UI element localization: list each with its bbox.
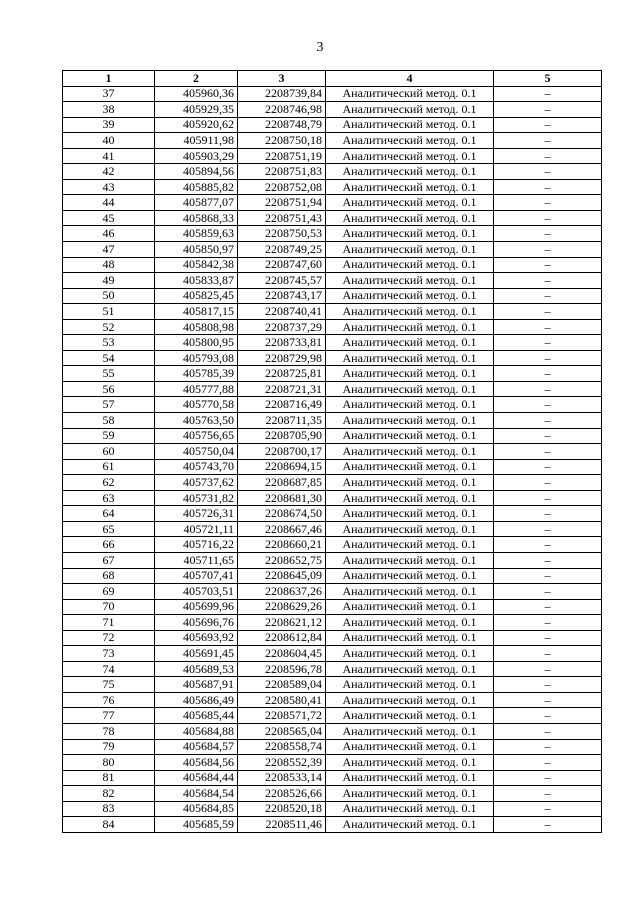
x-coordinate-cell: 405859,63: [155, 226, 238, 242]
x-coordinate-cell: 405750,04: [155, 444, 238, 460]
x-coordinate-cell: 405684,54: [155, 786, 238, 802]
table-row: [63, 755, 602, 771]
point-number-cell: 51: [63, 304, 155, 320]
y-coordinate-cell: 2208565,04: [238, 723, 326, 739]
x-coordinate-cell: 405808,98: [155, 319, 238, 335]
point-number-cell: 73: [63, 646, 155, 662]
y-coordinate-cell: 2208667,46: [238, 521, 326, 537]
method-cell: Аналитический метод. 0.1: [326, 86, 494, 102]
method-cell: Аналитический метод. 0.1: [326, 475, 494, 491]
coordinates-table: [62, 70, 602, 833]
point-number-cell: 79: [63, 739, 155, 755]
table-row: [63, 444, 602, 460]
y-coordinate-cell: 2208751,43: [238, 210, 326, 226]
note-cell: –: [494, 708, 602, 724]
method-cell: Аналитический метод. 0.1: [326, 584, 494, 600]
table-row: [63, 739, 602, 755]
table-row: [63, 397, 602, 413]
method-cell: Аналитический метод. 0.1: [326, 288, 494, 304]
note-cell: –: [494, 459, 602, 475]
column-header-5: 5: [494, 71, 602, 87]
y-coordinate-cell: 2208511,46: [238, 817, 326, 833]
y-coordinate-cell: 2208747,60: [238, 257, 326, 273]
y-coordinate-cell: 2208751,19: [238, 148, 326, 164]
table-row: [63, 179, 602, 195]
y-coordinate-cell: 2208558,74: [238, 739, 326, 755]
method-cell: Аналитический метод. 0.1: [326, 257, 494, 273]
table-row: [63, 661, 602, 677]
note-cell: –: [494, 273, 602, 289]
y-coordinate-cell: 2208700,17: [238, 444, 326, 460]
table-row: [63, 210, 602, 226]
note-cell: –: [494, 770, 602, 786]
y-coordinate-cell: 2208645,09: [238, 568, 326, 584]
column-header-1: 1: [63, 71, 155, 87]
y-coordinate-cell: 2208750,18: [238, 133, 326, 149]
method-cell: Аналитический метод. 0.1: [326, 506, 494, 522]
x-coordinate-cell: 405877,07: [155, 195, 238, 211]
point-number-cell: 59: [63, 428, 155, 444]
note-cell: –: [494, 164, 602, 180]
x-coordinate-cell: 405763,50: [155, 413, 238, 429]
y-coordinate-cell: 2208533,14: [238, 770, 326, 786]
point-number-cell: 55: [63, 366, 155, 382]
note-cell: –: [494, 801, 602, 817]
y-coordinate-cell: 2208740,41: [238, 304, 326, 320]
method-cell: Аналитический метод. 0.1: [326, 552, 494, 568]
table-row: [63, 521, 602, 537]
x-coordinate-cell: 405903,29: [155, 148, 238, 164]
y-coordinate-cell: 2208705,90: [238, 428, 326, 444]
note-cell: –: [494, 242, 602, 258]
table-row: [63, 366, 602, 382]
method-cell: Аналитический метод. 0.1: [326, 366, 494, 382]
point-number-cell: 40: [63, 133, 155, 149]
note-cell: –: [494, 381, 602, 397]
method-cell: Аналитический метод. 0.1: [326, 490, 494, 506]
table-row: [63, 257, 602, 273]
x-coordinate-cell: 405696,76: [155, 615, 238, 631]
method-cell: Аналитический метод. 0.1: [326, 397, 494, 413]
method-cell: Аналитический метод. 0.1: [326, 708, 494, 724]
x-coordinate-cell: 405911,98: [155, 133, 238, 149]
table-row: [63, 490, 602, 506]
x-coordinate-cell: 405737,62: [155, 475, 238, 491]
x-coordinate-cell: 405721,11: [155, 521, 238, 537]
x-coordinate-cell: 405711,65: [155, 552, 238, 568]
note-cell: –: [494, 475, 602, 491]
note-cell: –: [494, 521, 602, 537]
note-cell: –: [494, 615, 602, 631]
x-coordinate-cell: 405885,82: [155, 179, 238, 195]
point-number-cell: 69: [63, 584, 155, 600]
method-cell: Аналитический метод. 0.1: [326, 521, 494, 537]
point-number-cell: 48: [63, 257, 155, 273]
table-row: [63, 786, 602, 802]
x-coordinate-cell: 405842,38: [155, 257, 238, 273]
y-coordinate-cell: 2208746,98: [238, 102, 326, 118]
note-cell: –: [494, 599, 602, 615]
y-coordinate-cell: 2208674,50: [238, 506, 326, 522]
note-cell: –: [494, 537, 602, 553]
x-coordinate-cell: 405756,65: [155, 428, 238, 444]
table-row: [63, 537, 602, 553]
note-cell: –: [494, 117, 602, 133]
table-row: [63, 599, 602, 615]
point-number-cell: 43: [63, 179, 155, 195]
x-coordinate-cell: 405685,44: [155, 708, 238, 724]
table-row: [63, 226, 602, 242]
y-coordinate-cell: 2208751,94: [238, 195, 326, 211]
table-row: [63, 242, 602, 258]
method-cell: Аналитический метод. 0.1: [326, 335, 494, 351]
x-coordinate-cell: 405685,59: [155, 817, 238, 833]
x-coordinate-cell: 405800,95: [155, 335, 238, 351]
table-row: [63, 568, 602, 584]
method-cell: Аналитический метод. 0.1: [326, 817, 494, 833]
method-cell: Аналитический метод. 0.1: [326, 599, 494, 615]
x-coordinate-cell: 405684,88: [155, 723, 238, 739]
point-number-cell: 37: [63, 86, 155, 102]
point-number-cell: 81: [63, 770, 155, 786]
method-cell: Аналитический метод. 0.1: [326, 102, 494, 118]
point-number-cell: 53: [63, 335, 155, 351]
x-coordinate-cell: 405770,58: [155, 397, 238, 413]
note-cell: –: [494, 350, 602, 366]
note-cell: –: [494, 148, 602, 164]
method-cell: Аналитический метод. 0.1: [326, 692, 494, 708]
y-coordinate-cell: 2208652,75: [238, 552, 326, 568]
table-row: [63, 413, 602, 429]
y-coordinate-cell: 2208694,15: [238, 459, 326, 475]
note-cell: –: [494, 786, 602, 802]
method-cell: Аналитический метод. 0.1: [326, 304, 494, 320]
note-cell: –: [494, 739, 602, 755]
x-coordinate-cell: 405686,49: [155, 692, 238, 708]
column-header-4: 4: [326, 71, 494, 87]
method-cell: Аналитический метод. 0.1: [326, 164, 494, 180]
method-cell: Аналитический метод. 0.1: [326, 459, 494, 475]
y-coordinate-cell: 2208681,30: [238, 490, 326, 506]
point-number-cell: 60: [63, 444, 155, 460]
y-coordinate-cell: 2208743,17: [238, 288, 326, 304]
y-coordinate-cell: 2208589,04: [238, 677, 326, 693]
note-cell: –: [494, 179, 602, 195]
note-cell: –: [494, 584, 602, 600]
x-coordinate-cell: 405817,15: [155, 304, 238, 320]
note-cell: –: [494, 568, 602, 584]
table-row: [63, 164, 602, 180]
method-cell: Аналитический метод. 0.1: [326, 133, 494, 149]
table-row: [63, 552, 602, 568]
y-coordinate-cell: 2208751,83: [238, 164, 326, 180]
note-cell: –: [494, 304, 602, 320]
y-coordinate-cell: 2208725,81: [238, 366, 326, 382]
y-coordinate-cell: 2208596,78: [238, 661, 326, 677]
y-coordinate-cell: 2208745,57: [238, 273, 326, 289]
y-coordinate-cell: 2208752,08: [238, 179, 326, 195]
point-number-cell: 42: [63, 164, 155, 180]
y-coordinate-cell: 2208526,66: [238, 786, 326, 802]
table-body: [63, 86, 602, 832]
method-cell: Аналитический метод. 0.1: [326, 226, 494, 242]
note-cell: –: [494, 646, 602, 662]
table-row: [63, 195, 602, 211]
note-cell: –: [494, 102, 602, 118]
x-coordinate-cell: 405726,31: [155, 506, 238, 522]
point-number-cell: 54: [63, 350, 155, 366]
point-number-cell: 80: [63, 755, 155, 771]
y-coordinate-cell: 2208687,85: [238, 475, 326, 491]
table-row: [63, 381, 602, 397]
y-coordinate-cell: 2208721,31: [238, 381, 326, 397]
point-number-cell: 66: [63, 537, 155, 553]
note-cell: –: [494, 288, 602, 304]
method-cell: Аналитический метод. 0.1: [326, 273, 494, 289]
note-cell: –: [494, 490, 602, 506]
point-number-cell: 67: [63, 552, 155, 568]
y-coordinate-cell: 2208749,25: [238, 242, 326, 258]
y-coordinate-cell: 2208520,18: [238, 801, 326, 817]
table-row: [63, 117, 602, 133]
x-coordinate-cell: 405731,82: [155, 490, 238, 506]
note-cell: –: [494, 210, 602, 226]
column-header-2: 2: [155, 71, 238, 87]
method-cell: Аналитический метод. 0.1: [326, 615, 494, 631]
note-cell: –: [494, 506, 602, 522]
x-coordinate-cell: 405868,33: [155, 210, 238, 226]
method-cell: Аналитический метод. 0.1: [326, 210, 494, 226]
x-coordinate-cell: 405960,36: [155, 86, 238, 102]
y-coordinate-cell: 2208637,26: [238, 584, 326, 600]
table-row: [63, 428, 602, 444]
note-cell: –: [494, 257, 602, 273]
x-coordinate-cell: 405833,87: [155, 273, 238, 289]
note-cell: –: [494, 319, 602, 335]
point-number-cell: 72: [63, 630, 155, 646]
table-header-row: [63, 71, 602, 87]
table-row: [63, 86, 602, 102]
point-number-cell: 64: [63, 506, 155, 522]
point-number-cell: 76: [63, 692, 155, 708]
y-coordinate-cell: 2208733,81: [238, 335, 326, 351]
note-cell: –: [494, 755, 602, 771]
method-cell: Аналитический метод. 0.1: [326, 568, 494, 584]
x-coordinate-cell: 405703,51: [155, 584, 238, 600]
table-row: [63, 646, 602, 662]
x-coordinate-cell: 405684,56: [155, 755, 238, 771]
x-coordinate-cell: 405929,35: [155, 102, 238, 118]
table-row: [63, 584, 602, 600]
x-coordinate-cell: 405850,97: [155, 242, 238, 258]
point-number-cell: 58: [63, 413, 155, 429]
x-coordinate-cell: 405684,57: [155, 739, 238, 755]
point-number-cell: 71: [63, 615, 155, 631]
x-coordinate-cell: 405716,22: [155, 537, 238, 553]
point-number-cell: 50: [63, 288, 155, 304]
y-coordinate-cell: 2208604,45: [238, 646, 326, 662]
point-number-cell: 74: [63, 661, 155, 677]
point-number-cell: 78: [63, 723, 155, 739]
x-coordinate-cell: 405793,08: [155, 350, 238, 366]
y-coordinate-cell: 2208629,26: [238, 599, 326, 615]
point-number-cell: 77: [63, 708, 155, 724]
method-cell: Аналитический метод. 0.1: [326, 319, 494, 335]
y-coordinate-cell: 2208750,53: [238, 226, 326, 242]
point-number-cell: 61: [63, 459, 155, 475]
table-row: [63, 350, 602, 366]
table-row: [63, 506, 602, 522]
note-cell: –: [494, 692, 602, 708]
method-cell: Аналитический метод. 0.1: [326, 444, 494, 460]
method-cell: Аналитический метод. 0.1: [326, 117, 494, 133]
method-cell: Аналитический метод. 0.1: [326, 242, 494, 258]
point-number-cell: 47: [63, 242, 155, 258]
point-number-cell: 41: [63, 148, 155, 164]
x-coordinate-cell: 405785,39: [155, 366, 238, 382]
method-cell: Аналитический метод. 0.1: [326, 179, 494, 195]
table-row: [63, 475, 602, 491]
method-cell: Аналитический метод. 0.1: [326, 195, 494, 211]
y-coordinate-cell: 2208748,79: [238, 117, 326, 133]
method-cell: Аналитический метод. 0.1: [326, 646, 494, 662]
method-cell: Аналитический метод. 0.1: [326, 148, 494, 164]
y-coordinate-cell: 2208729,98: [238, 350, 326, 366]
table-row: [63, 817, 602, 833]
x-coordinate-cell: 405691,45: [155, 646, 238, 662]
x-coordinate-cell: 405920,62: [155, 117, 238, 133]
note-cell: –: [494, 195, 602, 211]
method-cell: Аналитический метод. 0.1: [326, 381, 494, 397]
note-cell: –: [494, 413, 602, 429]
point-number-cell: 84: [63, 817, 155, 833]
point-number-cell: 45: [63, 210, 155, 226]
point-number-cell: 44: [63, 195, 155, 211]
method-cell: Аналитический метод. 0.1: [326, 755, 494, 771]
point-number-cell: 62: [63, 475, 155, 491]
y-coordinate-cell: 2208580,41: [238, 692, 326, 708]
x-coordinate-cell: 405777,88: [155, 381, 238, 397]
note-cell: –: [494, 552, 602, 568]
note-cell: –: [494, 397, 602, 413]
table-row: [63, 133, 602, 149]
y-coordinate-cell: 2208621,12: [238, 615, 326, 631]
note-cell: –: [494, 677, 602, 693]
method-cell: Аналитический метод. 0.1: [326, 801, 494, 817]
point-number-cell: 70: [63, 599, 155, 615]
method-cell: Аналитический метод. 0.1: [326, 661, 494, 677]
note-cell: –: [494, 133, 602, 149]
method-cell: Аналитический метод. 0.1: [326, 770, 494, 786]
x-coordinate-cell: 405894,56: [155, 164, 238, 180]
x-coordinate-cell: 405693,92: [155, 630, 238, 646]
x-coordinate-cell: 405687,91: [155, 677, 238, 693]
method-cell: Аналитический метод. 0.1: [326, 413, 494, 429]
y-coordinate-cell: 2208737,29: [238, 319, 326, 335]
table-row: [63, 288, 602, 304]
y-coordinate-cell: 2208660,21: [238, 537, 326, 553]
table-row: [63, 723, 602, 739]
x-coordinate-cell: 405825,45: [155, 288, 238, 304]
point-number-cell: 38: [63, 102, 155, 118]
method-cell: Аналитический метод. 0.1: [326, 786, 494, 802]
table-row: [63, 319, 602, 335]
point-number-cell: 75: [63, 677, 155, 693]
x-coordinate-cell: 405684,44: [155, 770, 238, 786]
table-row: [63, 677, 602, 693]
x-coordinate-cell: 405699,96: [155, 599, 238, 615]
x-coordinate-cell: 405707,41: [155, 568, 238, 584]
point-number-cell: 46: [63, 226, 155, 242]
table-row: [63, 304, 602, 320]
table-row: [63, 273, 602, 289]
note-cell: –: [494, 444, 602, 460]
x-coordinate-cell: 405743,70: [155, 459, 238, 475]
y-coordinate-cell: 2208552,39: [238, 755, 326, 771]
note-cell: –: [494, 630, 602, 646]
method-cell: Аналитический метод. 0.1: [326, 428, 494, 444]
note-cell: –: [494, 661, 602, 677]
table-row: [63, 770, 602, 786]
column-header-3: 3: [238, 71, 326, 87]
y-coordinate-cell: 2208571,72: [238, 708, 326, 724]
table-row: [63, 335, 602, 351]
table-row: [63, 615, 602, 631]
y-coordinate-cell: 2208711,35: [238, 413, 326, 429]
y-coordinate-cell: 2208739,84: [238, 86, 326, 102]
point-number-cell: 49: [63, 273, 155, 289]
note-cell: –: [494, 335, 602, 351]
table-row: [63, 692, 602, 708]
point-number-cell: 63: [63, 490, 155, 506]
method-cell: Аналитический метод. 0.1: [326, 723, 494, 739]
point-number-cell: 39: [63, 117, 155, 133]
y-coordinate-cell: 2208716,49: [238, 397, 326, 413]
point-number-cell: 83: [63, 801, 155, 817]
note-cell: –: [494, 723, 602, 739]
x-coordinate-cell: 405689,53: [155, 661, 238, 677]
point-number-cell: 68: [63, 568, 155, 584]
y-coordinate-cell: 2208612,84: [238, 630, 326, 646]
table-row: [63, 801, 602, 817]
note-cell: –: [494, 86, 602, 102]
note-cell: –: [494, 817, 602, 833]
point-number-cell: 65: [63, 521, 155, 537]
point-number-cell: 52: [63, 319, 155, 335]
note-cell: –: [494, 428, 602, 444]
note-cell: –: [494, 226, 602, 242]
point-number-cell: 82: [63, 786, 155, 802]
table-row: [63, 459, 602, 475]
table-row: [63, 708, 602, 724]
table-row: [63, 102, 602, 118]
note-cell: –: [494, 366, 602, 382]
x-coordinate-cell: 405684,85: [155, 801, 238, 817]
method-cell: Аналитический метод. 0.1: [326, 739, 494, 755]
method-cell: Аналитический метод. 0.1: [326, 350, 494, 366]
method-cell: Аналитический метод. 0.1: [326, 537, 494, 553]
table-row: [63, 630, 602, 646]
method-cell: Аналитический метод. 0.1: [326, 630, 494, 646]
page-number: 3: [316, 40, 324, 55]
table-row: [63, 148, 602, 164]
method-cell: Аналитический метод. 0.1: [326, 677, 494, 693]
point-number-cell: 57: [63, 397, 155, 413]
point-number-cell: 56: [63, 381, 155, 397]
